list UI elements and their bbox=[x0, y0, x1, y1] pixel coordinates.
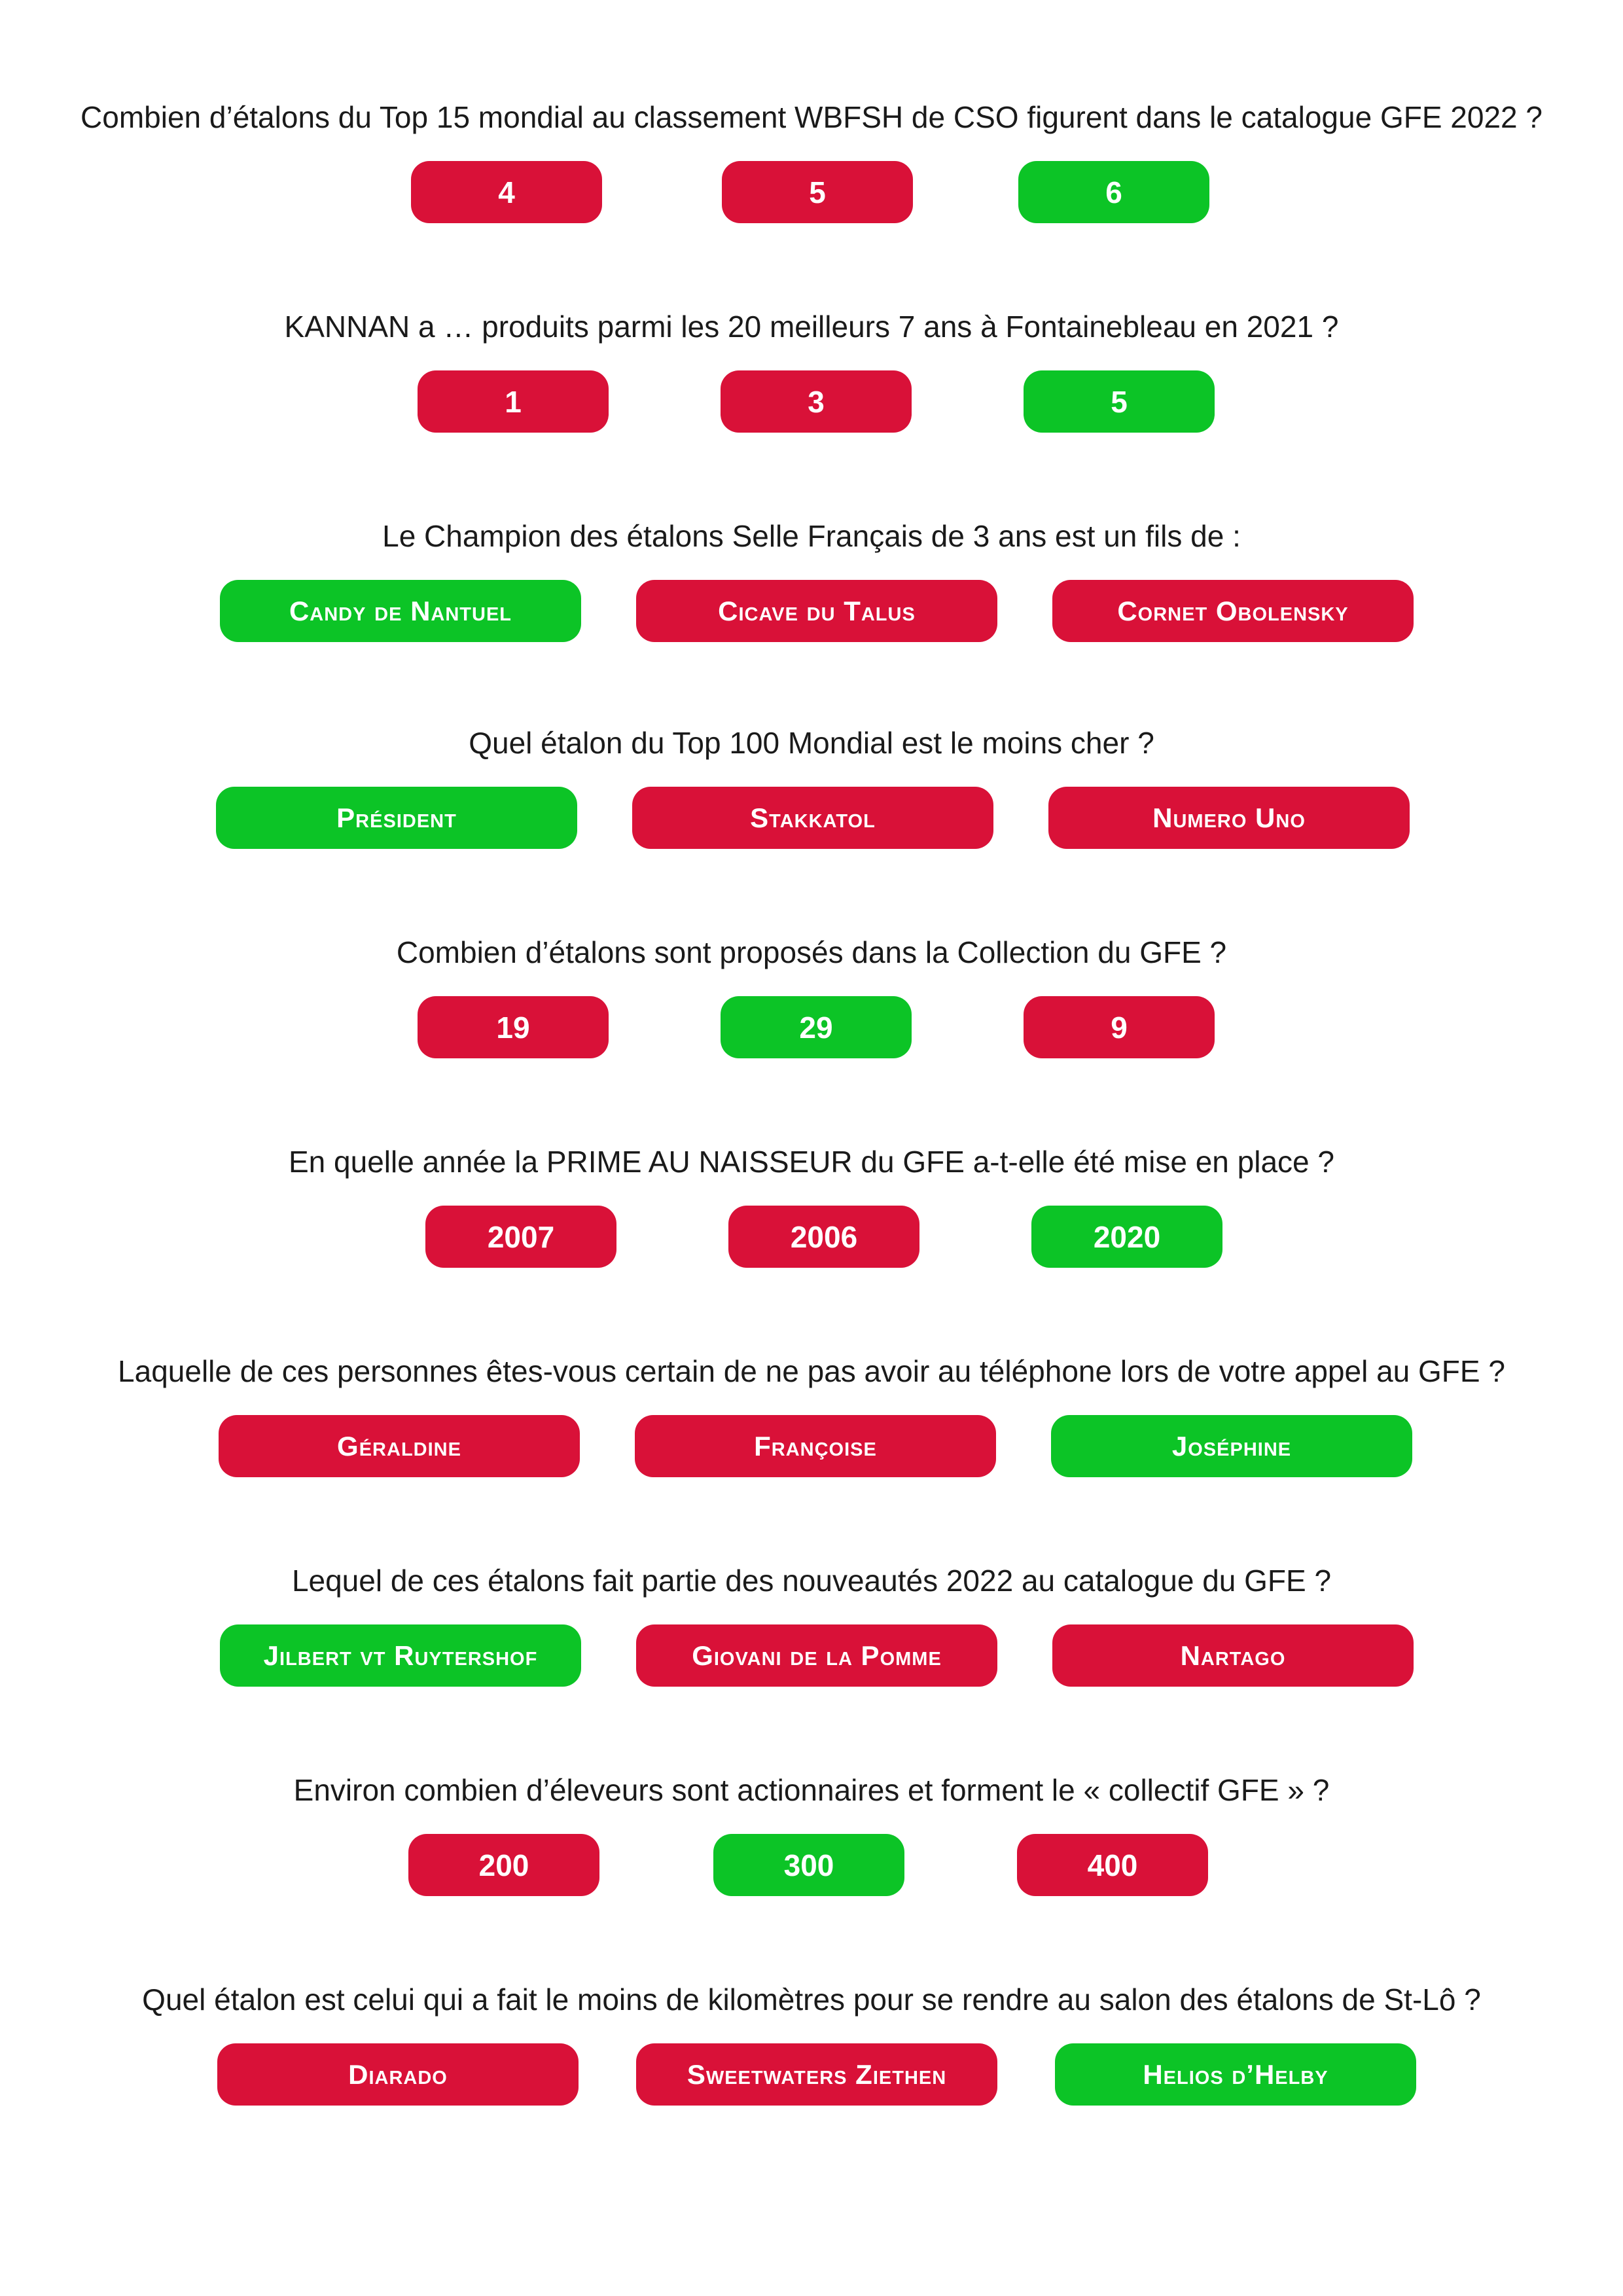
question-4-answers bbox=[0, 787, 1623, 849]
answer-button[interactable]: 2007 bbox=[425, 1206, 616, 1268]
answer-button[interactable]: Françoise bbox=[635, 1415, 996, 1477]
question-10-text: Quel étalon est celui qui a fait le moins de kilomètres pour se rendre au salon des étalons de St-Lô ? bbox=[142, 1982, 1481, 2017]
answer-button[interactable]: 4 bbox=[411, 161, 602, 223]
question-6-answers bbox=[0, 1206, 1623, 1268]
answer-button[interactable]: Numero Uno bbox=[1048, 787, 1410, 849]
question-7-answers bbox=[0, 1415, 1623, 1477]
question-4-text: Quel étalon du Top 100 Mondial est le moins cher ? bbox=[469, 726, 1154, 760]
answer-button[interactable]: Candy de Nantuel bbox=[220, 580, 581, 642]
answer-button[interactable]: 5 bbox=[1024, 370, 1215, 433]
answer-button[interactable]: Helios d’Helby bbox=[1055, 2043, 1416, 2106]
answer-button[interactable]: Président bbox=[216, 787, 577, 849]
answer-button[interactable]: Cicave du Talus bbox=[636, 580, 997, 642]
answer-button[interactable]: 200 bbox=[408, 1834, 599, 1896]
question-8-answers bbox=[0, 1624, 1623, 1687]
answer-button[interactable]: Stakkatol bbox=[632, 787, 993, 849]
answer-button[interactable]: 2006 bbox=[728, 1206, 919, 1268]
question-1-text: Combien d’étalons du Top 15 mondial au classement WBFSH de CSO figurent dans le catalogue GFE 2022 ? bbox=[80, 100, 1543, 134]
answer-button[interactable]: Sweetwaters Ziethen bbox=[636, 2043, 997, 2106]
question-3-text: Le Champion des étalons Selle Français de 3 ans est un fils de : bbox=[382, 519, 1241, 553]
answer-button[interactable]: 19 bbox=[418, 996, 609, 1058]
answer-button[interactable]: 6 bbox=[1018, 161, 1209, 223]
question-2-answers bbox=[0, 370, 1623, 433]
question-5-text: Combien d’étalons sont proposés dans la Collection du GFE ? bbox=[396, 935, 1227, 969]
question-8-text: Lequel de ces étalons fait partie des nouveautés 2022 au catalogue du GFE ? bbox=[291, 1564, 1332, 1598]
answer-button[interactable]: Géraldine bbox=[219, 1415, 580, 1477]
answer-button[interactable]: 1 bbox=[418, 370, 609, 433]
answer-button[interactable]: Cornet Obolensky bbox=[1052, 580, 1414, 642]
answer-button[interactable]: 29 bbox=[721, 996, 912, 1058]
question-9-text: Environ combien d’éleveurs sont actionnaires et forment le « collectif GFE » ? bbox=[293, 1773, 1330, 1807]
answer-button[interactable]: 5 bbox=[722, 161, 913, 223]
answer-button[interactable]: 400 bbox=[1017, 1834, 1208, 1896]
answer-button[interactable]: Jilbert vt Ruytershof bbox=[220, 1624, 581, 1687]
question-7-text: Laquelle de ces personnes êtes-vous certain de ne pas avoir au téléphone lors de votre appel au GFE ? bbox=[118, 1354, 1505, 1388]
answer-button[interactable]: Diarado bbox=[217, 2043, 579, 2106]
question-6-text: En quelle année la PRIME AU NAISSEUR du GFE a-t-elle été mise en place ? bbox=[288, 1145, 1334, 1179]
question-1-answers bbox=[0, 161, 1623, 223]
answer-button[interactable]: 2020 bbox=[1031, 1206, 1222, 1268]
question-10-answers bbox=[0, 2043, 1623, 2106]
answer-button[interactable]: 300 bbox=[713, 1834, 904, 1896]
answer-button[interactable]: Joséphine bbox=[1051, 1415, 1412, 1477]
answer-button[interactable]: 9 bbox=[1024, 996, 1215, 1058]
answer-button[interactable]: 3 bbox=[721, 370, 912, 433]
question-5-answers bbox=[0, 996, 1623, 1058]
question-3-answers bbox=[0, 580, 1623, 642]
question-2-text: KANNAN a … produits parmi les 20 meilleurs 7 ans à Fontainebleau en 2021 ? bbox=[284, 310, 1339, 344]
answer-button[interactable]: Nartago bbox=[1052, 1624, 1414, 1687]
question-9-answers bbox=[0, 1834, 1623, 1896]
answer-button[interactable]: Giovani de la Pomme bbox=[636, 1624, 997, 1687]
